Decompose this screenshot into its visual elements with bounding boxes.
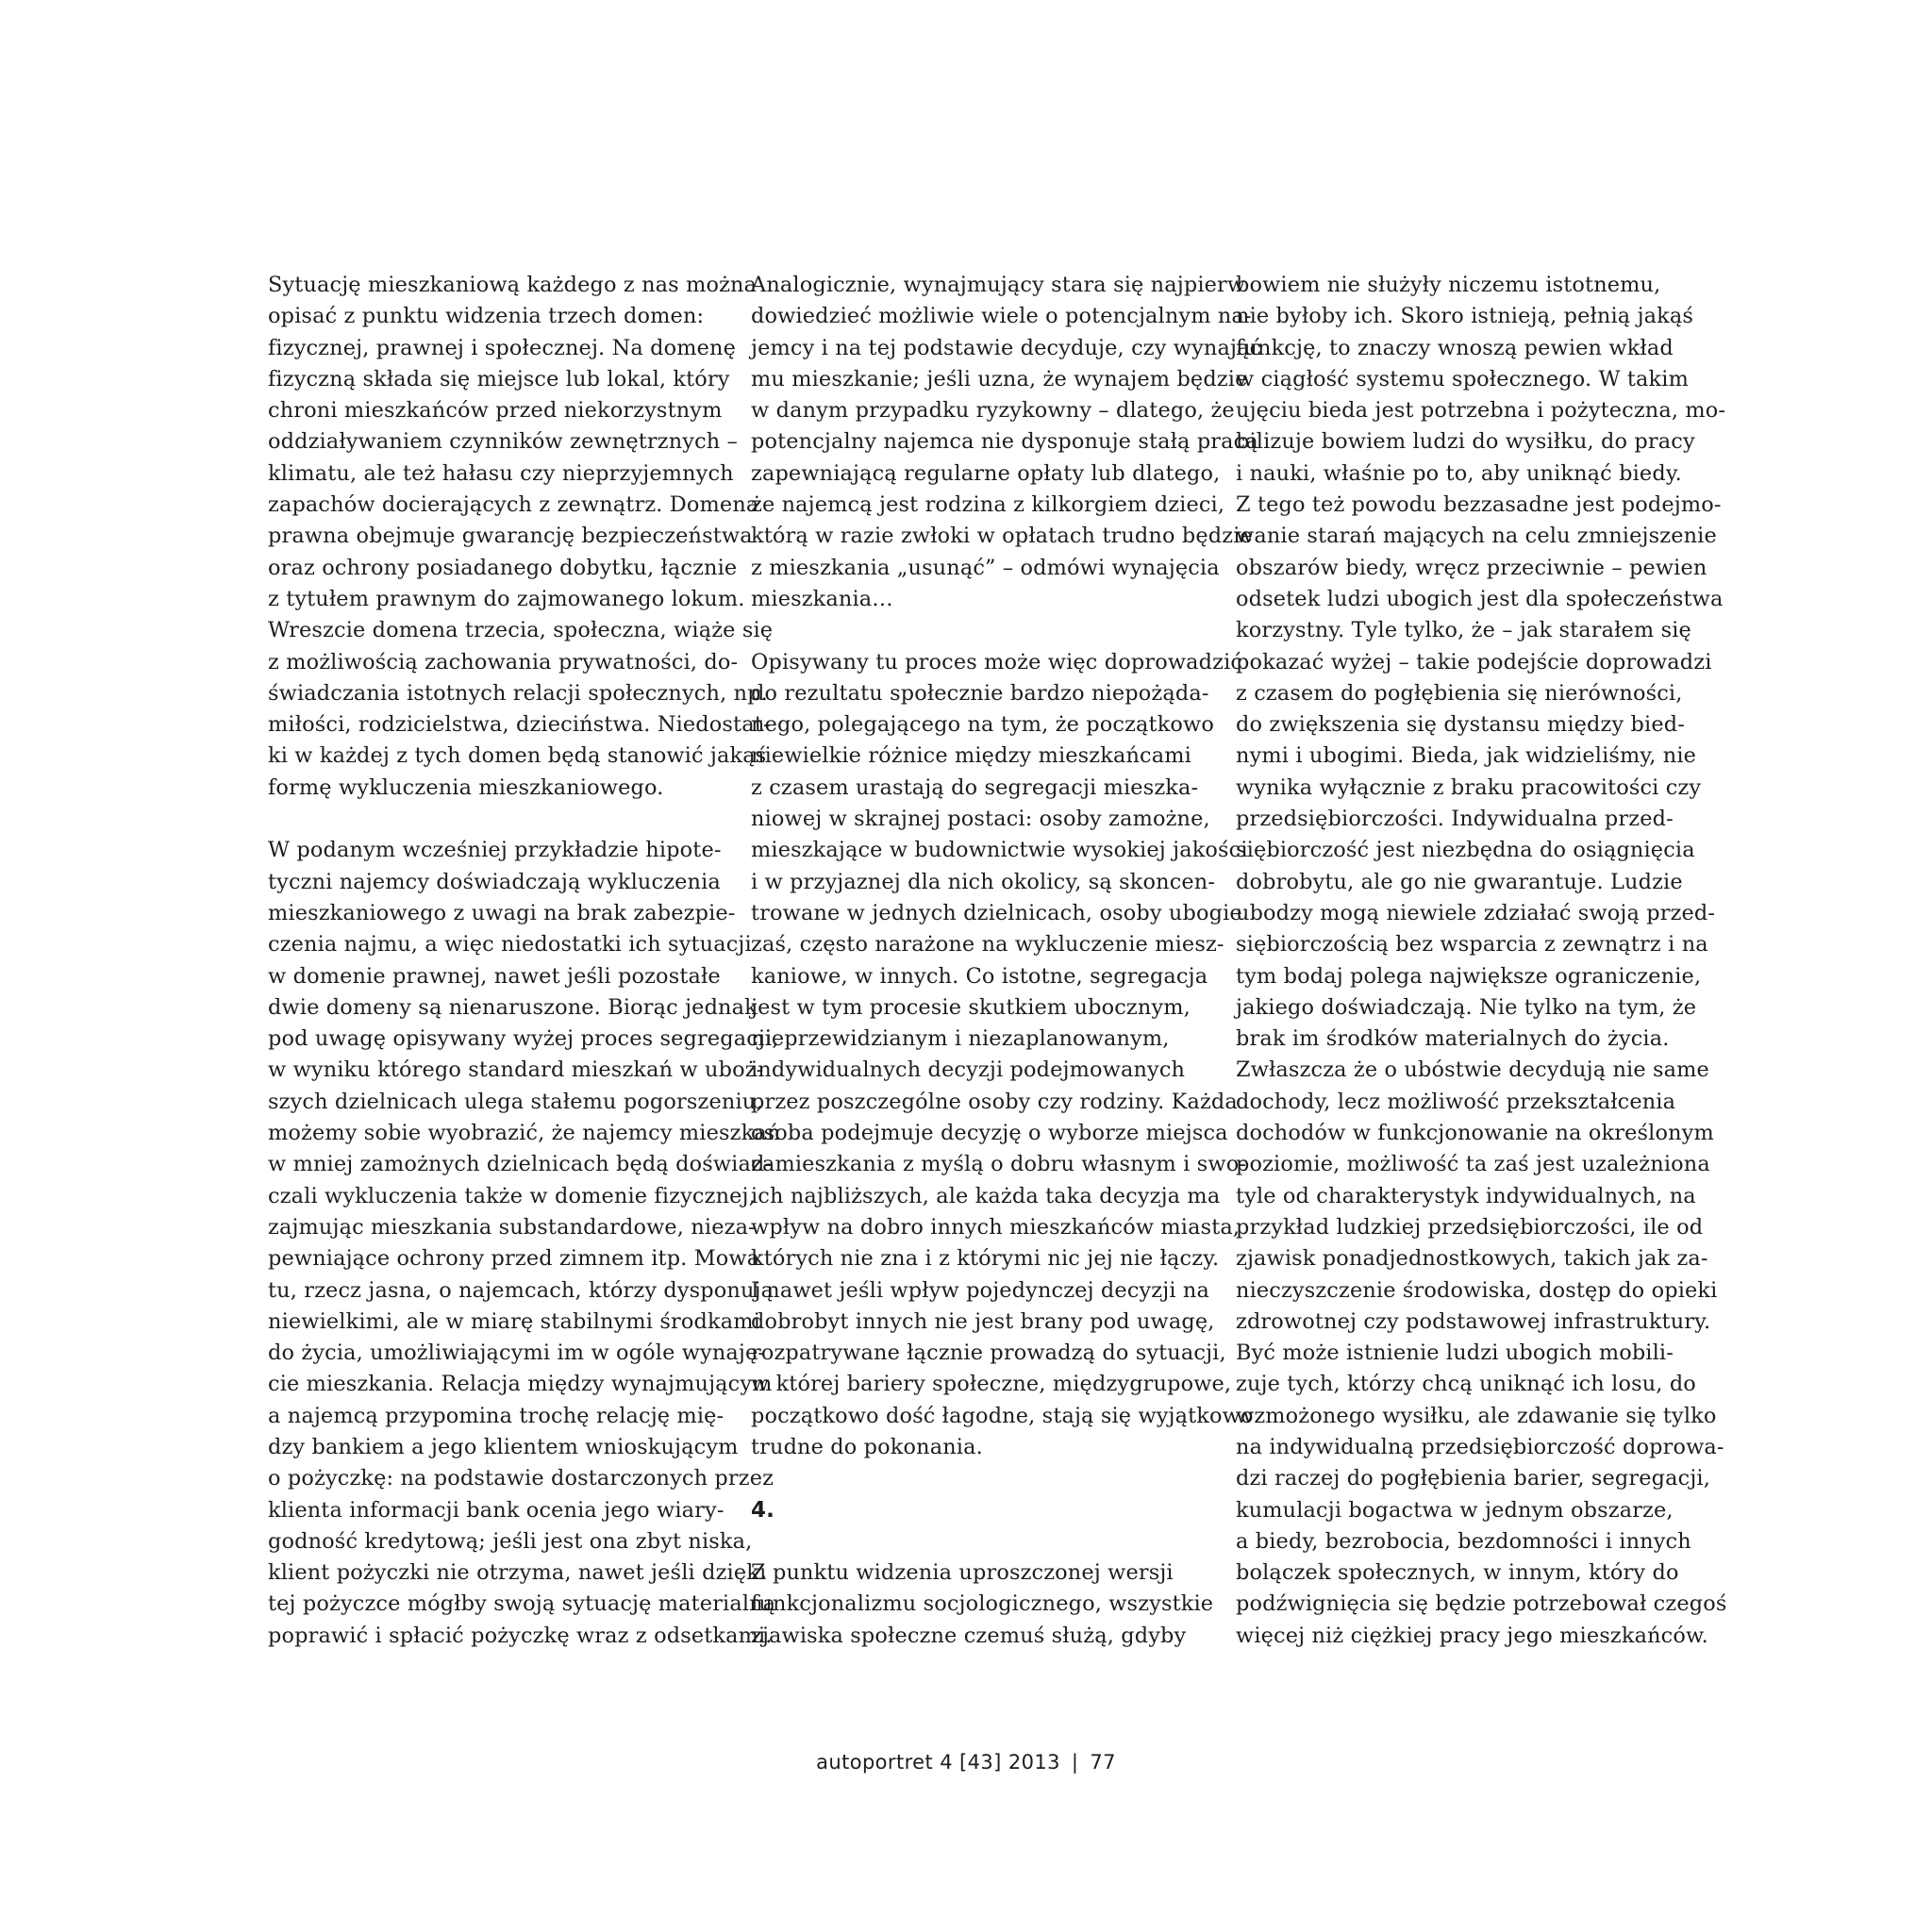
text-line: potencjalny najemca nie dysponuje stałą pracą [751, 429, 1258, 455]
text-line: Z punktu widzenia uproszczonej wersji [751, 1560, 1174, 1586]
text-line: Z tego też powodu bezzasadne jest podejmo- [1236, 492, 1722, 518]
text-line: nieczyszczenie środowiska, dostęp do opieki [1236, 1277, 1718, 1303]
text-line: indywidualnych decyzji podejmowanych [751, 1058, 1186, 1083]
text-line: trowane w jednych dzielnicach, osoby ubogie [751, 900, 1242, 925]
text-line: a biedy, bezrobocia, bezdomności i innych [1236, 1528, 1691, 1554]
text-line: zaś, często narażone na wykluczenie miesz- [751, 932, 1224, 958]
text-line: kaniowe, w innych. Co istotne, segregacja [751, 963, 1208, 989]
text-line: dobrobytu, ale go nie gwarantuje. Ludzie [1236, 869, 1683, 894]
text-line: mieszkaniowego z uwagi na brak zabezpie- [268, 900, 736, 925]
paragraph [1236, 270, 1727, 1652]
text-line: zdrowotnej czy podstawowej infrastruktury. [1236, 1308, 1711, 1334]
page-footer [0, 1751, 1932, 1774]
text-line: Analogicznie, wynajmujący stara się najpierw [751, 273, 1246, 297]
text-line: niewielkie różnice między mieszkańcami [751, 743, 1191, 769]
text-line: wynika wyłącznie z braku pracowitości czy [1236, 774, 1702, 800]
text-line: oraz ochrony posiadanego dobytku, łącznie [268, 555, 738, 580]
text-line: Wreszcie domena trzecia, społeczna, wiąże się [268, 618, 774, 643]
text-line: możemy sobie wyobrazić, że najemcy mieszkań [268, 1121, 781, 1146]
text-line: wzmożonego wysiłku, ale zdawanie się tylko [1236, 1403, 1717, 1428]
text-line: korzystny. Tyle tylko, że – jak starałem się [1236, 618, 1691, 643]
text-line: obszarów biedy, wręcz przeciwnie – pewien [1236, 555, 1707, 580]
text-line: osoba podejmuje decyzję o wyborze miejsca [751, 1121, 1228, 1146]
text-line: dobrobyt innych nie jest brany pod uwagę, [751, 1308, 1215, 1334]
text-line: do rezultatu społecznie bardzo niepożąda- [751, 680, 1209, 706]
paragraph [268, 835, 781, 1652]
text-line: których nie zna i z którymi nic jej nie łączy. [751, 1246, 1220, 1272]
text-line: wanie starań mających na celu zmniejszenie [1236, 524, 1717, 549]
text-line: zajmując mieszkania substandardowe, nieza- [268, 1214, 756, 1240]
text-line: jest w tym procesie skutkiem ubocznym, [751, 994, 1191, 1020]
text-line: Być może istnienie ludzi ubogich mobili- [1236, 1341, 1674, 1366]
text-line: zuje tych, którzy chcą uniknąć ich losu, do [1236, 1372, 1696, 1397]
text-line: przykład ludzkiej przedsiębiorczości, ile od [1236, 1214, 1704, 1240]
text-line: tu, rzecz jasna, o najemcach, którzy dysponują [268, 1277, 774, 1303]
text-line: zapachów docierających z zewnątrz. Domena [268, 492, 759, 518]
text-line: zjawisk ponadjednostkowych, takich jak za- [1236, 1246, 1708, 1272]
text-line: jakiego doświadczają. Nie tylko na tym, że [1236, 994, 1697, 1020]
text-line: z czasem urastają do segregacji mieszka- [751, 774, 1199, 800]
text-line: w domenie prawnej, nawet jeśli pozostałe [268, 963, 721, 989]
text-line: mieszkania… [751, 586, 893, 611]
text-line: prawna obejmuje gwarancję bezpieczeństwa [268, 524, 753, 549]
text-line: zjawiska społeczne czemuś służą, gdyby [751, 1623, 1187, 1648]
text-line: i w przyjaznej dla nich okolicy, są skoncen- [751, 869, 1216, 894]
paragraph-spacer [751, 615, 1223, 646]
text-line: dwie domeny są nienaruszone. Biorąc jednak [268, 994, 758, 1020]
text-line: szych dzielnicach ulega stałemu pogorszeniu, [268, 1089, 763, 1114]
publication-name: autoportret 4 [43] 2013 [816, 1751, 1060, 1774]
text-line: z mieszkania „usunąć” – odmówi wynajęcia [751, 555, 1220, 580]
text-line: a najemcą przypomina trochę relację mię- [268, 1403, 724, 1428]
text-line: tej pożyczce mógłby swoją sytuację materialną [268, 1591, 776, 1617]
text-line: funkcję, to znaczy wnoszą pewien wkład [1236, 335, 1674, 360]
text-line: rozpatrywane łącznie prowadzą do sytuacji, [751, 1341, 1226, 1366]
text-line: pod uwagę opisywany wyżej proces segregacji, [268, 1026, 779, 1052]
text-line: odsetek ludzi ubogich jest dla społeczeństwa [1236, 586, 1724, 611]
text-line: w mniej zamożnych dzielnicach będą doświad- [268, 1152, 773, 1177]
text-line: Sytuację mieszkaniową każdego z nas można [268, 273, 758, 297]
text-line: pokazać wyżej – takie podejście doprowadzi [1236, 649, 1712, 675]
text-line: bolączek społecznych, w innym, który do [1236, 1560, 1679, 1586]
text-line: kumulacji bogactwa w jednym obszarze, [1236, 1497, 1674, 1523]
paragraph-spacer [268, 804, 740, 835]
text-line: dzy bankiem a jego klientem wnioskującym [268, 1434, 739, 1459]
text-line: więcej niż ciężkiej pracy jego mieszkańców. [1236, 1623, 1708, 1648]
text-line: chroni mieszkańców przed niekorzystnym [268, 398, 723, 424]
text-line: trudne do pokonania. [751, 1434, 983, 1459]
text-line: godność kredytową; jeśli jest ona zbyt niska, [268, 1528, 753, 1554]
text-line: świadczania istotnych relacji społecznych, np. [268, 680, 768, 706]
text-line: oddziaływaniem czynników zewnętrznych – [268, 429, 738, 455]
text-line: czenia najmu, a więc niedostatki ich sytuacji [268, 932, 752, 958]
text-line: opisać z punktu widzenia trzech domen: [268, 304, 705, 329]
text-line: początkowo dość łagodne, stają się wyjątkowo [751, 1403, 1254, 1428]
text-line: do zwiększenia się dystansu między bied- [1236, 712, 1685, 738]
text-line: przez poszczególne osoby czy rodziny. Każda [751, 1089, 1238, 1114]
text-line: w której bariery społeczne, międzygrupowe, [751, 1372, 1232, 1397]
text-line: mieszkające w budownictwie wysokiej jakości [751, 838, 1248, 863]
text-line: klienta informacji bank ocenia jego wiary- [268, 1497, 724, 1523]
text-line: o pożyczkę: na podstawie dostarczonych przez [268, 1466, 774, 1491]
text-line: z możliwością zachowania prywatności, do- [268, 649, 739, 675]
text-line: niowej w skrajnej postaci: osoby zamożne, [751, 807, 1210, 832]
paragraph [751, 1557, 1223, 1652]
text-line: poprawić i spłacić pożyczkę wraz z odsetkami. [268, 1623, 773, 1648]
text-column-right [1236, 270, 1727, 1652]
text-line: na indywidualną przedsiębiorczość doprowa- [1236, 1434, 1724, 1459]
text-line: nieprzewidzianym i niezaplanowanym, [751, 1026, 1170, 1052]
text-line: cie mieszkania. Relacja między wynajmującym [268, 1372, 773, 1397]
text-line: ubodzy mogą niewiele zdziałać swoją przed- [1236, 900, 1716, 925]
text-line: formę wykluczenia mieszkaniowego. [268, 774, 664, 800]
text-line: z czasem do pogłębienia się nierówności, [1236, 680, 1683, 706]
text-line: Zwłaszcza że o ubóstwie decydują nie same [1236, 1058, 1709, 1083]
text-line: dzi raczej do pogłębienia barier, segregacji, [1236, 1466, 1710, 1491]
text-line: nymi i ubogimi. Bieda, jak widzieliśmy, nie [1236, 743, 1697, 769]
text-line: tym bodaj polega największe ograniczenie, [1236, 963, 1702, 989]
text-line: dowiedzieć możliwie wiele o potencjalnym na- [751, 304, 1252, 329]
text-line: w danym przypadku ryzykowny – dlatego, że [751, 398, 1235, 424]
paragraph-spacer [751, 1463, 1223, 1494]
text-line: podźwignięcia się będzie potrzebował czegoś [1236, 1591, 1727, 1617]
text-line: wpływ na dobro innych mieszkańców miasta, [751, 1214, 1241, 1240]
text-line: którą w razie zwłoki w opłatach trudno będzie [751, 524, 1253, 549]
text-line: niewielkimi, ale w miarę stabilnymi środkami [268, 1308, 760, 1334]
text-line: siębiorczością bez wsparcia z zewnątrz i na [1236, 932, 1708, 958]
text-line: W podanym wcześniej przykładzie hipote- [268, 838, 722, 863]
text-line: nie byłoby ich. Skoro istnieją, pełnią jakąś [1236, 304, 1694, 329]
text-line: ich najbliższych, ale każda taka decyzja ma [751, 1183, 1221, 1208]
text-column-left [268, 270, 781, 1652]
text-line: z tytułem prawnym do zajmowanego lokum. [268, 586, 745, 611]
page-number: 77 [1090, 1751, 1116, 1774]
text-line: zapewniającą regularne opłaty lub dlatego, [751, 460, 1221, 486]
section-heading: 4. [751, 1497, 775, 1523]
paragraph [751, 647, 1254, 1464]
text-line: I nawet jeśli wpływ pojedynczej decyzji na [751, 1277, 1209, 1303]
text-line: i nauki, właśnie po to, aby uniknąć biedy. [1236, 460, 1682, 486]
text-line: fizyczną składa się miejsce lub lokal, który [268, 366, 730, 391]
paragraph [268, 270, 774, 804]
text-line: dochody, lecz możliwość przekształcenia [1236, 1089, 1676, 1114]
text-line: przedsiębiorczości. Indywidualna przed- [1236, 807, 1674, 832]
text-line: ujęciu bieda jest potrzebna i pożyteczna, mo- [1236, 398, 1726, 424]
text-line: mu mieszkanie; jeśli uzna, że wynajem będzie [751, 366, 1248, 391]
text-line: brak im środków materialnych do życia. [1236, 1026, 1670, 1052]
text-line: Opisywany tu proces może więc doprowadzić [751, 649, 1243, 675]
text-line: jemcy i na tej podstawie decyduje, czy wynająć [751, 335, 1262, 360]
footer-separator: | [1071, 1751, 1079, 1774]
text-line: pewniające ochrony przed zimnem itp. Mowa [268, 1246, 760, 1272]
text-line: dochodów w funkcjonowanie na określonym [1236, 1121, 1714, 1146]
text-line: nego, polegającego na tym, że początkowo [751, 712, 1214, 738]
text-line: zamieszkania z myślą o dobru własnym i swo- [751, 1152, 1247, 1177]
text-line: do życia, umożliwiającymi im w ogóle wynaję- [268, 1341, 766, 1366]
text-line: funkcjonalizmu socjologicznego, wszystkie [751, 1591, 1214, 1617]
text-line: że najemcą jest rodzina z kilkorgiem dzieci, [751, 492, 1225, 518]
text-line: miłości, rodzicielstwa, dzieciństwa. Niedostat- [268, 712, 771, 738]
text-line: siębiorczość jest niezbędna do osiągnięcia [1236, 838, 1695, 863]
paragraph [751, 270, 1262, 615]
text-line: bilizuje bowiem ludzi do wysiłku, do pracy [1236, 429, 1695, 455]
text-line: klimatu, ale też hałasu czy nieprzyjemnych [268, 460, 734, 486]
text-line: w wyniku którego standard mieszkań w uboż- [268, 1058, 764, 1083]
text-line: poziomie, możliwość ta zaś jest uzależniona [1236, 1152, 1710, 1177]
text-line: klient pożyczki nie otrzyma, nawet jeśli dzięki [268, 1560, 767, 1586]
text-column-middle [751, 270, 1262, 1652]
text-line: czali wykluczenia także w domenie fizycznej, [268, 1183, 756, 1208]
text-line: w ciągłość systemu społecznego. W takim [1236, 366, 1689, 391]
paragraph-spacer [751, 1526, 1223, 1557]
text-line: ki w każdej z tych domen będą stanowić jakąś [268, 743, 767, 769]
text-line: tyle od charakterystyk indywidualnych, na [1236, 1183, 1696, 1208]
text-line: bowiem nie służyły niczemu istotnemu, [1236, 273, 1661, 297]
text-line: tyczni najemcy doświadczają wykluczenia [268, 869, 721, 894]
text-line: fizycznej, prawnej i społecznej. Na domenę [268, 335, 736, 360]
